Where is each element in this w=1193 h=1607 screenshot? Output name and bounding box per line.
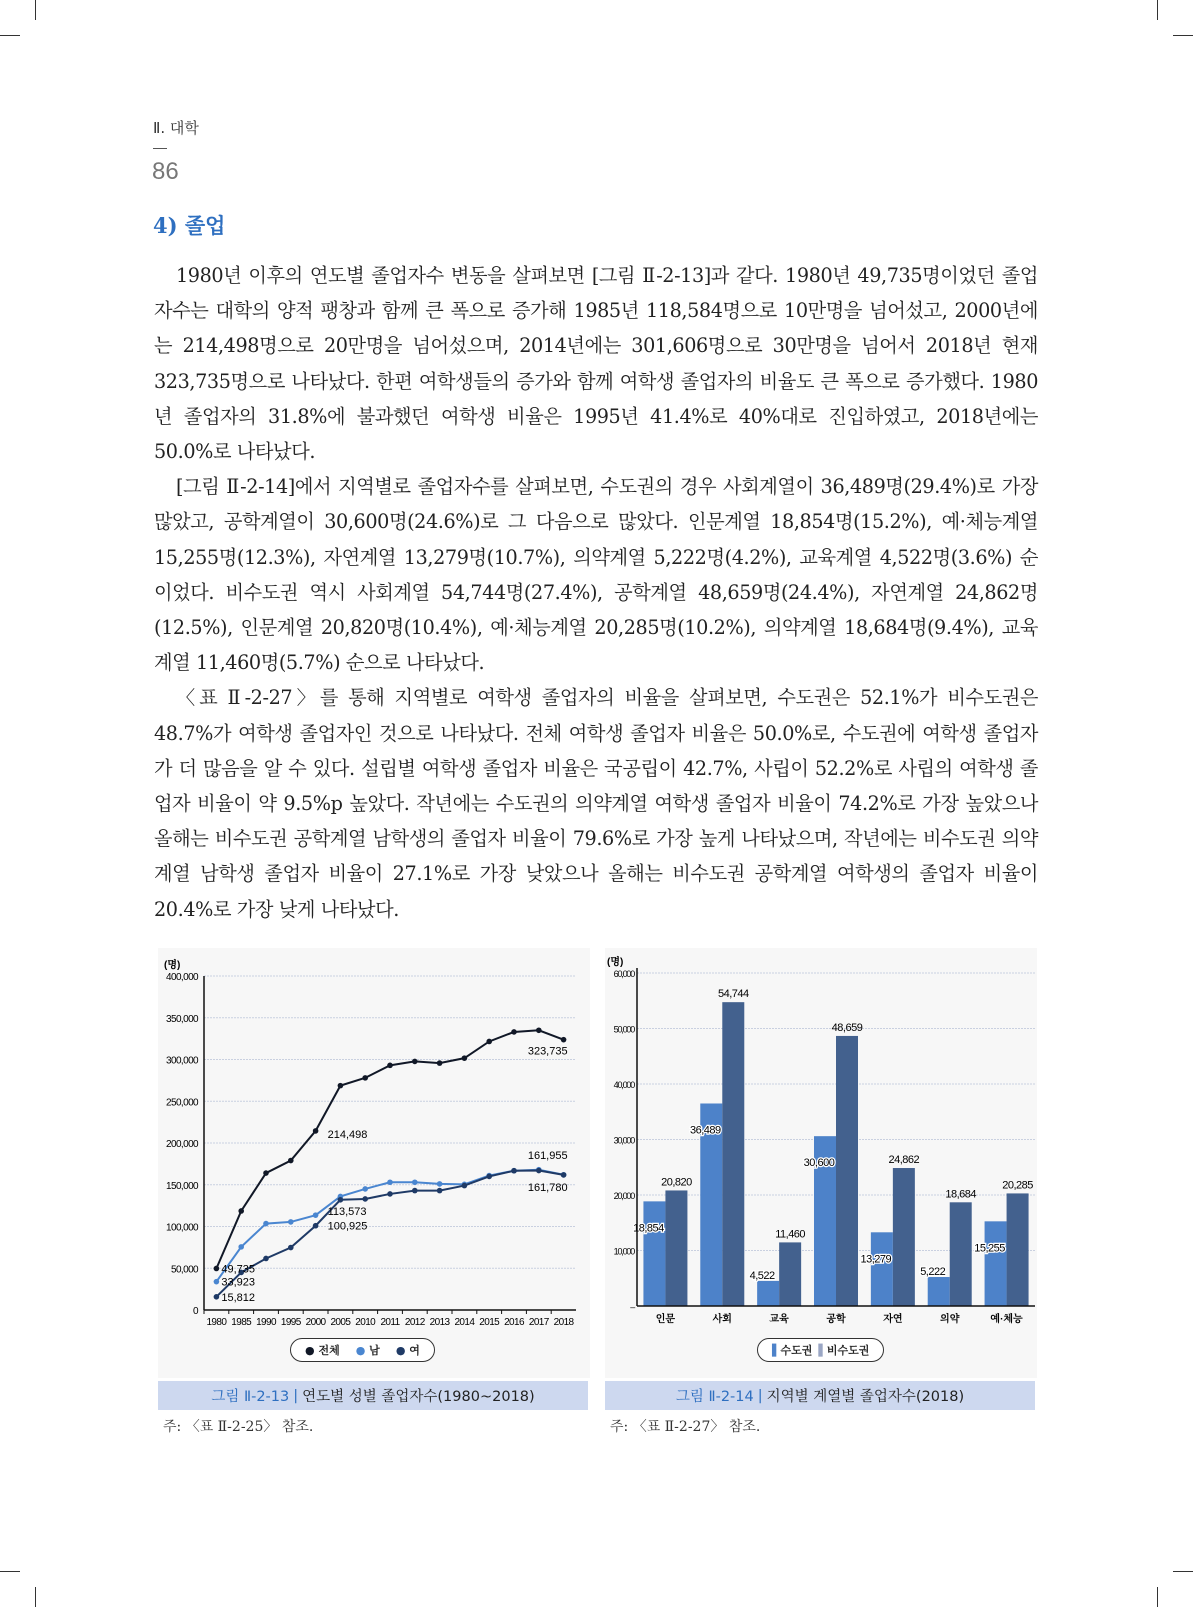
x-tick-label: 인문 <box>655 1314 676 1325</box>
data-point <box>437 1181 443 1187</box>
data-label: 49,735 <box>221 1263 256 1276</box>
data-label: 323,735 <box>527 1045 568 1058</box>
line-chart-panel <box>158 948 590 1378</box>
crop-mark <box>1173 35 1193 36</box>
legend-label: 남 <box>369 1344 380 1357</box>
legend-item-male: ● 남 <box>355 1344 380 1357</box>
x-tick-label: 1985 <box>231 1317 252 1328</box>
x-tick-label: 교육 <box>769 1314 789 1325</box>
data-point <box>462 1183 468 1189</box>
y-tick-label: – <box>630 1302 634 1312</box>
data-point <box>561 1037 567 1043</box>
legend-item-capital: ▌수도권 <box>772 1344 813 1357</box>
data-point <box>511 1029 517 1035</box>
figure-title: 연도별 성별 졸업자수(1980~2018) <box>302 1389 535 1405</box>
data-point <box>362 1186 368 1192</box>
data-label: 4,522 <box>749 1269 775 1282</box>
y-tick-label: 400,000 <box>166 972 198 983</box>
data-point <box>338 1197 344 1203</box>
figure-title: 지역별 계열별 졸업자수(2018) <box>766 1389 965 1405</box>
crop-mark <box>1157 1587 1158 1607</box>
section-title: 4) 졸업 <box>153 213 226 238</box>
data-label: 33,923 <box>221 1276 256 1289</box>
data-label: 48,659 <box>831 1021 863 1034</box>
bar-capital <box>871 1232 893 1306</box>
data-label: 15,812 <box>221 1291 256 1304</box>
y-tick-label: 40,000 <box>613 1080 634 1090</box>
figure-number: 그림 Ⅱ-2-14 <box>675 1389 754 1405</box>
caption-separator: | <box>293 1387 299 1404</box>
data-point <box>536 1168 542 1174</box>
x-tick-label: 사회 <box>712 1314 732 1325</box>
crop-mark <box>35 1587 36 1607</box>
data-label: 13,279 <box>860 1253 892 1266</box>
data-point <box>313 1212 319 1218</box>
bar-noncapital <box>836 1036 858 1306</box>
data-point <box>362 1075 368 1081</box>
data-point <box>412 1059 418 1065</box>
bar-noncapital <box>1007 1193 1029 1306</box>
bar-chart-legend <box>757 1338 884 1362</box>
bar-capital <box>757 1281 779 1306</box>
data-point <box>561 1172 567 1178</box>
data-point <box>437 1060 443 1066</box>
data-label: 5,222 <box>920 1266 946 1279</box>
running-header-section: Ⅱ. 대학 <box>153 119 199 137</box>
bar-capital <box>643 1201 665 1306</box>
data-label: 161,955 <box>527 1149 568 1162</box>
paragraph: 1980년 이후의 연도별 졸업자수 변동을 살펴보면 [그림 Ⅱ-2-13]과 같다. 1980년 49,735명이었던 졸업자수는 대학의 양적 팽창과 함께 큰 폭으로 증가해 1985년 118,584명으로 10만명을 넘어섰고, 2000년에는 214,498명으로 20만명을 넘어섰으며, 2014년에는 301,606명으로 30만명을 넘어서 2018년 현재 323,735명으로 나타났다. 한편 여학생들의 증가와 함께 여학생 졸업자의 비율도 큰 폭으로 증가했다. 1980년 졸업자의 31.8%에 불과했던 여학생 비율은 1995년 41.4%로 40%대로 진입하였고, 2018년에는 50.0%로 나타났다. <box>154 264 1038 464</box>
x-tick-label: 2016 <box>504 1317 524 1328</box>
legend-label: 여 <box>409 1344 420 1357</box>
y-tick-label: 50,000 <box>171 1264 198 1276</box>
figure-note: 주: 〈표 Ⅱ-2-27〉 참조. <box>610 1419 761 1435</box>
data-point <box>486 1039 492 1045</box>
x-tick-label: 2018 <box>553 1317 574 1328</box>
series-line-1 <box>216 1170 563 1282</box>
legend-item-noncapital: ▌비수도권 <box>818 1344 870 1357</box>
data-label: 18,684 <box>945 1188 977 1201</box>
paragraph: 〈표 Ⅱ-2-27〉를 통해 지역별로 여학생 졸업자의 비율을 살펴보면, 수도권은 52.1%가 비수도권은 48.7%가 여학생 졸업자인 것으로 나타났다. 전체 여학생 졸업자 비율은 50.0%로, 수도권에 여학생 졸업자가 더 많음을 알 수 있다. 설립별 여학생 졸업자 비율은 국공립이 42.7%, 사립이 52.2%로 사립의 여학생 졸업자 비율이 약 9.5%p 높았다. 작년에는 수도권의 의약계열 여학생 졸업자 비율이 74.2%로 가장 높았으나 올해는 비수도권 공학계열 남학생의 졸업자 비율이 79.6%로 가장 높게 나타났으며, 작년에는 비수도권 의약계열 남학생 졸업자 비율이 27.1%로 가장 낮았으나 올해는 비수도권 공학계열 여학생의 졸업자 비율이 20.4%로 가장 낮게 나타났다. <box>154 686 1038 921</box>
data-label: 54,744 <box>717 988 749 1001</box>
bar-noncapital <box>893 1168 915 1306</box>
x-tick-label: 2013 <box>429 1317 450 1328</box>
y-tick-label: 20,000 <box>613 1191 634 1201</box>
legend-label: 수도권 <box>780 1344 813 1357</box>
data-point <box>263 1256 269 1262</box>
x-tick-label: 2017 <box>528 1317 549 1328</box>
data-point <box>536 1027 542 1033</box>
y-tick-label: 30,000 <box>613 1135 634 1146</box>
x-tick-label: 2012 <box>404 1317 425 1328</box>
data-point <box>288 1219 294 1225</box>
data-point <box>313 1223 319 1229</box>
figure-caption <box>158 1381 588 1410</box>
crop-mark <box>1173 1571 1193 1572</box>
data-point <box>263 1221 269 1227</box>
x-tick-label: 2015 <box>479 1317 500 1328</box>
data-label: 11,460 <box>775 1228 806 1241</box>
y-tick-label: 60,000 <box>613 969 634 979</box>
data-point <box>511 1168 517 1174</box>
data-point <box>412 1188 418 1194</box>
figure-caption <box>605 1381 1035 1410</box>
y-tick-label: 50,000 <box>613 1024 634 1035</box>
data-label: 113,573 <box>327 1206 367 1219</box>
data-point <box>214 1266 220 1272</box>
data-point <box>313 1128 319 1134</box>
data-label: 161,780 <box>527 1181 568 1194</box>
data-point <box>387 1191 393 1197</box>
x-tick-label: 예·체능 <box>990 1314 1023 1325</box>
data-label: 36,489 <box>689 1124 721 1137</box>
data-label: 15,255 <box>974 1242 1005 1255</box>
data-point <box>338 1083 344 1089</box>
header-divider <box>153 148 167 149</box>
crop-mark <box>0 35 20 36</box>
y-tick-label: 150,000 <box>166 1180 198 1192</box>
y-tick-label: 350,000 <box>166 1013 198 1025</box>
x-tick-label: 2014 <box>454 1317 475 1328</box>
data-point <box>214 1279 220 1285</box>
crop-mark <box>0 1571 20 1572</box>
data-point <box>412 1179 418 1185</box>
paragraph: [그림 Ⅱ-2-14]에서 지역별로 졸업자수를 살펴보면, 수도권의 경우 사회계열이 36,489명(29.4%)로 가장 많았고, 공학계열이 30,600명(24.6%)로 그 다음으로 많았다. 인문계열 18,854명(15.2%), 예·체능계열 15,255명(12.3%), 자연계열 13,279명(10.7%), 의약계열 5,222명(4.2%), 교육계열 4,522명(3.6%) 순이었다. 비수도권 역시 사회계열 54,744명(27.4%), 공학계열 48,659명(24.4%), 자연계열 24,862명(12.5%), 인문계열 20,820명(10.4%), 예·체능계열 20,285명(10.2%), 의약계열 18,684명(9.4%), 교육계열 11,460명(5.7%) 순으로 나타났다. <box>154 475 1038 675</box>
crop-mark <box>1157 0 1158 20</box>
bar-noncapital <box>722 1002 744 1306</box>
legend-item-total: ● 전체 <box>305 1344 340 1357</box>
y-tick-label: 10,000 <box>613 1246 634 1257</box>
bar-capital <box>985 1221 1007 1306</box>
page-number: 86 <box>152 158 179 185</box>
bar-chart <box>605 948 1037 1378</box>
data-point <box>288 1158 294 1164</box>
y-axis-unit: (명) <box>607 957 624 968</box>
data-point <box>238 1244 244 1250</box>
x-tick-label: 1980 <box>206 1317 227 1328</box>
bar-noncapital <box>665 1190 687 1306</box>
series-line-2 <box>216 1171 563 1297</box>
body-text <box>154 258 1038 927</box>
y-tick-label: 300,000 <box>166 1055 198 1067</box>
x-tick-label: 공학 <box>826 1314 846 1325</box>
x-tick-label: 1990 <box>256 1317 276 1328</box>
data-point <box>437 1188 443 1194</box>
data-point <box>486 1174 492 1180</box>
bar-capital <box>928 1277 950 1306</box>
figure-note: 주: 〈표 Ⅱ-2-25〉 참조. <box>163 1419 314 1435</box>
data-label: 18,854 <box>633 1222 664 1235</box>
caption-separator: | <box>757 1387 763 1404</box>
x-tick-label: 의약 <box>940 1314 960 1325</box>
data-label: 100,925 <box>327 1220 368 1233</box>
x-tick-label: 자연 <box>883 1314 903 1325</box>
line-chart-legend <box>290 1338 435 1362</box>
data-point <box>288 1245 294 1251</box>
data-label: 20,285 <box>1002 1179 1033 1192</box>
bar-noncapital <box>950 1202 972 1306</box>
y-tick-label: 0 <box>193 1306 198 1317</box>
bar-noncapital <box>779 1242 801 1306</box>
data-label: 24,862 <box>888 1154 920 1167</box>
x-tick-label: 2005 <box>330 1317 351 1328</box>
data-label: 20,820 <box>661 1176 692 1189</box>
data-point <box>387 1179 393 1185</box>
data-point <box>238 1208 244 1214</box>
data-point <box>263 1170 269 1176</box>
data-label: 30,600 <box>803 1157 835 1170</box>
x-tick-label: 1995 <box>280 1317 301 1328</box>
data-point <box>214 1294 220 1300</box>
y-tick-label: 100,000 <box>166 1222 198 1234</box>
data-label: 214,498 <box>327 1128 368 1141</box>
data-point <box>387 1063 393 1069</box>
y-axis-unit: (명) <box>164 960 181 971</box>
x-tick-label: 2010 <box>355 1317 376 1328</box>
line-chart <box>158 948 590 1378</box>
bar-chart-panel <box>605 948 1037 1378</box>
data-point <box>462 1055 468 1061</box>
figure-number: 그림 Ⅱ-2-13 <box>211 1389 290 1405</box>
x-tick-label: 2011 <box>380 1317 400 1328</box>
x-tick-label: 2000 <box>305 1317 326 1328</box>
legend-label: 전체 <box>318 1344 340 1357</box>
legend-label: 비수도권 <box>826 1344 870 1357</box>
y-tick-label: 250,000 <box>166 1097 198 1109</box>
crop-mark <box>35 0 36 20</box>
y-tick-label: 200,000 <box>166 1139 198 1150</box>
legend-item-female: ● 여 <box>395 1344 420 1357</box>
data-point <box>362 1196 368 1202</box>
